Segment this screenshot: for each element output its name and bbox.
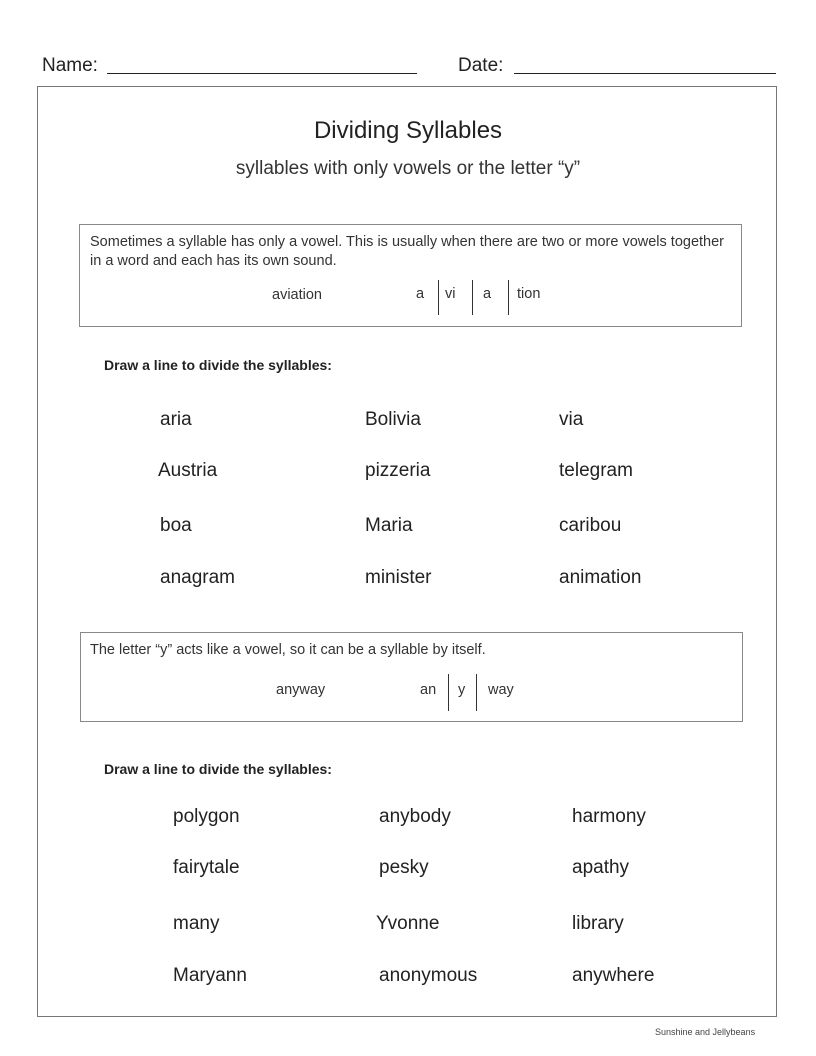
word-item[interactable]: many [173, 913, 220, 934]
date-label: Date: [458, 55, 504, 76]
info-box-y-text: The letter “y” acts like a vowel, so it can be a syllable by itself. [90, 642, 486, 658]
word-item[interactable]: Yvonne [376, 913, 440, 934]
page-subtitle: syllables with only vowels or the letter “y” [235, 158, 581, 179]
example-word: aviation [272, 287, 322, 303]
word-item[interactable]: boa [160, 515, 192, 536]
example-syllable: a [416, 286, 425, 302]
word-item[interactable]: aria [160, 409, 192, 430]
example-syllable: y [458, 682, 466, 698]
date-field[interactable] [514, 73, 776, 74]
syllable-divider [476, 674, 477, 711]
example-syllable: an [420, 682, 437, 698]
word-item[interactable]: apathy [572, 857, 630, 878]
section2-instruction: Draw a line to divide the syllables: [104, 761, 332, 777]
name-label: Name: [42, 55, 98, 76]
syllable-divider [438, 280, 439, 315]
word-item[interactable]: via [559, 409, 584, 430]
word-item[interactable]: fairytale [173, 857, 240, 878]
word-item[interactable]: anywhere [572, 965, 655, 986]
word-item[interactable]: pesky [379, 857, 429, 878]
footer-credit: Sunshine and Jellybeans [655, 1027, 756, 1037]
word-item[interactable]: Austria [158, 460, 218, 481]
section1-instruction: Draw a line to divide the syllables: [104, 357, 332, 373]
name-field[interactable] [107, 73, 417, 74]
word-item[interactable]: pizzeria [365, 460, 431, 481]
syllable-divider [508, 280, 509, 315]
example-syllable: a [483, 286, 492, 302]
word-item[interactable]: Maryann [173, 965, 247, 986]
example-syllable: tion [517, 286, 541, 302]
page-title: Dividing Syllables [313, 117, 503, 144]
word-item[interactable]: telegram [559, 460, 633, 481]
syllable-divider [472, 280, 473, 315]
example-syllable: vi [445, 286, 456, 302]
word-item[interactable]: caribou [559, 515, 622, 536]
word-item[interactable]: library [572, 913, 624, 934]
word-item[interactable]: minister [365, 567, 432, 588]
word-item[interactable]: anybody [379, 806, 451, 827]
word-item[interactable]: animation [559, 567, 642, 588]
word-item[interactable]: Maria [365, 515, 413, 536]
word-item[interactable]: anagram [160, 567, 235, 588]
word-item[interactable]: polygon [173, 806, 240, 827]
syllable-divider [448, 674, 449, 711]
word-item[interactable]: Bolivia [365, 409, 421, 430]
example-syllable: way [488, 682, 514, 698]
example-word: anyway [276, 682, 326, 698]
word-item[interactable]: harmony [572, 806, 646, 827]
word-item[interactable]: anonymous [379, 965, 478, 986]
info-box-vowels-text: Sometimes a syllable has only a vowel. This is usually when there are two or more vowels together in a word and each has its own sound. [90, 234, 724, 269]
